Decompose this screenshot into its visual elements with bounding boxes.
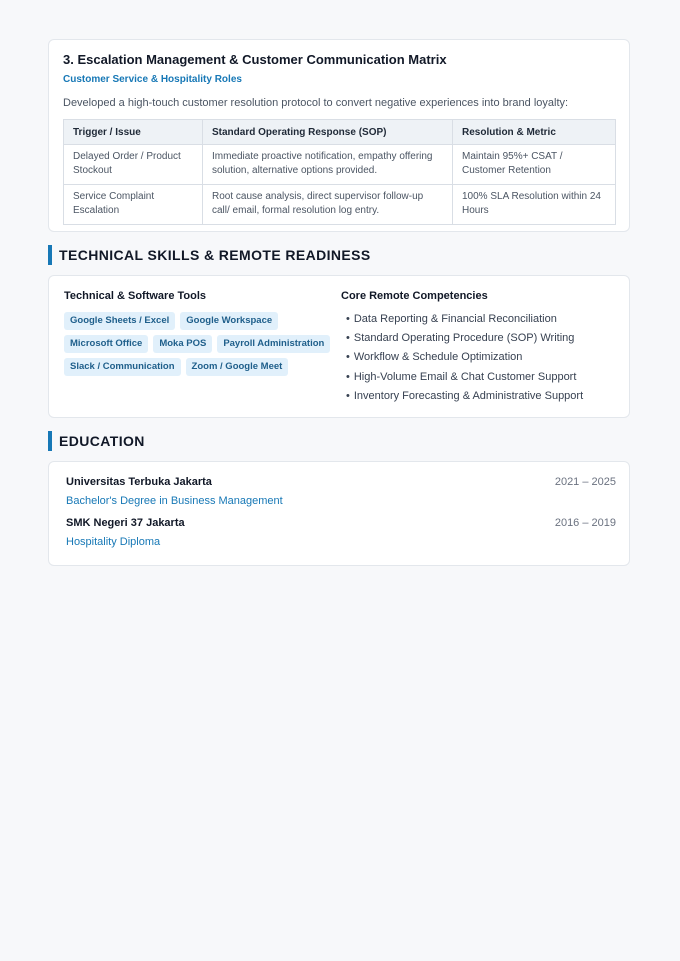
project-card: [48, 39, 630, 232]
skill-tag: Payroll Administration: [217, 335, 330, 353]
table-cell: Maintain 95%+ CSAT / Customer Retention: [453, 145, 616, 185]
list-item: [341, 329, 621, 348]
table-header-row: [64, 120, 616, 145]
table-header-cell: Resolution & Metric: [453, 120, 616, 145]
degree-name: Hospitality Diploma: [66, 536, 161, 548]
section-heading-skills: TECHNICAL SKILLS & REMOTE READINESS: [48, 245, 371, 265]
school-name: SMK Negeri 37 Jakarta: [66, 517, 185, 529]
project-title: 3. Escalation Management & Customer Communication Matrix: [63, 52, 447, 67]
list-item: [341, 310, 621, 329]
list-item: [341, 387, 621, 406]
table-row: [64, 145, 616, 185]
skill-tag: Moka POS: [153, 335, 212, 353]
competency-label: Data Reporting & Financial Reconciliation: [353, 313, 557, 325]
sop-table: [63, 119, 616, 225]
skill-tag: Zoom / Google Meet: [186, 358, 289, 376]
competency-label: High-Volume Email & Chat Customer Support: [353, 370, 577, 383]
bullet-icon: •: [346, 370, 350, 383]
competencies-list: [341, 310, 621, 406]
competency-label: Inventory Forecasting & Administrative Support: [353, 389, 584, 402]
table-cell: Immediate proactive notification, empathy offering solution, alternative options provided.: [203, 145, 453, 185]
tools-column: [64, 290, 334, 376]
table-cell: Service Complaint Escalation: [64, 185, 203, 225]
table-header-cell: Trigger / Issue: [64, 120, 203, 145]
project-description: Developed a high-touch customer resolution protocol to convert negative experiences into brand loyalty:: [63, 97, 569, 109]
list-item: [341, 348, 621, 367]
tools-title: Technical & Software Tools: [64, 290, 207, 302]
table-cell: Delayed Order / Product Stockout: [64, 145, 203, 185]
table-header-cell: Standard Operating Response (SOP): [203, 120, 453, 145]
education-years: 2016 – 2019: [554, 517, 616, 529]
skill-tag: Google Workspace: [180, 312, 278, 330]
education-card: [48, 461, 630, 566]
table-cell: Root cause analysis, direct supervisor follow-up call/ email, formal resolution log entry.: [203, 185, 453, 225]
bullet-icon: •: [346, 351, 350, 364]
education-entry: [66, 476, 616, 508]
bullet-icon: •: [346, 389, 350, 402]
table-cell: 100% SLA Resolution within 24 Hours: [453, 185, 616, 225]
competencies-column: [341, 290, 621, 406]
bullet-icon: •: [346, 332, 350, 345]
competencies-title: Core Remote Competencies: [341, 290, 488, 302]
section-heading-education: EDUCATION: [48, 431, 145, 451]
skills-card: [48, 275, 630, 418]
table-row: [64, 185, 616, 225]
degree-name: Bachelor's Degree in Business Management: [66, 495, 283, 507]
competency-label: Standard Operating Procedure (SOP) Writing: [353, 332, 575, 345]
project-subtitle: Customer Service & Hospitality Roles: [63, 74, 242, 85]
skill-tag: Slack / Communication: [64, 358, 181, 376]
skill-tag: Microsoft Office: [64, 335, 148, 353]
bullet-icon: •: [346, 313, 350, 325]
education-entry: [66, 517, 616, 549]
list-item: [341, 368, 621, 387]
competency-label: Workflow & Schedule Optimization: [353, 351, 523, 364]
school-name: Universitas Terbuka Jakarta: [66, 476, 212, 488]
education-years: 2021 – 2025: [554, 476, 616, 488]
skill-tag: Google Sheets / Excel: [64, 312, 175, 330]
tool-tags: [64, 312, 332, 376]
